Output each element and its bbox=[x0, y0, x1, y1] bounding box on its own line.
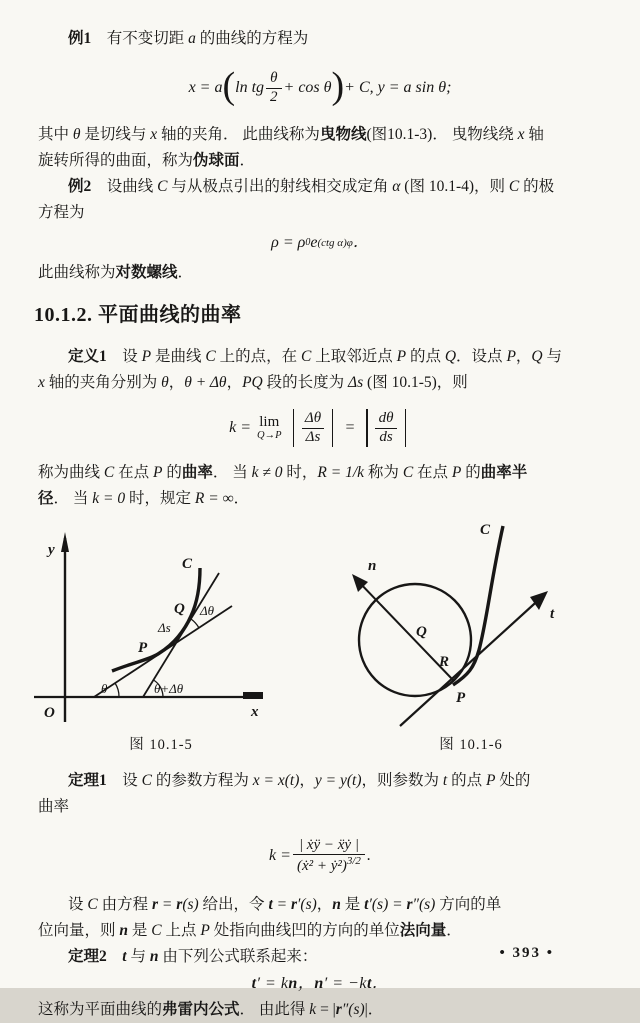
normal-label: n bbox=[368, 558, 377, 574]
y-axis-label: y bbox=[48, 542, 55, 558]
curve-c-label: C bbox=[182, 556, 193, 572]
eq3-frac2: $\frac{d\theta}{ds}$ bbox=[375, 410, 398, 446]
delta-s-label: Δs bbox=[158, 620, 171, 635]
para-curvature-2: 径． 当 k = 0 时，规定 R = ∞． bbox=[38, 490, 250, 507]
equation-log-spiral: ρ = ρ 0 e (ctg α)φ ． bbox=[271, 234, 369, 251]
para-theorem1-1: 定理1 设 C 的参数方程为 x = x(t)，y = y(t)，则参数为 t 的点 P 处的 bbox=[68, 772, 531, 789]
origin-label: O bbox=[44, 705, 55, 721]
center-q-label: Q bbox=[416, 624, 427, 640]
curve-c bbox=[112, 568, 200, 671]
eq3-bar bbox=[332, 409, 333, 447]
eq3-bar bbox=[405, 409, 406, 447]
figure-10-1-5-drawing bbox=[32, 518, 290, 730]
para-theorem2: 定理2 t 与 n 由下列公式联系起来： bbox=[68, 948, 318, 965]
para-definition1-1: 定义1 设 P 是曲线 C 上的点，在 C 上取邻近点 P 的点 Q．设点 P，Q 与 bbox=[68, 348, 563, 365]
tangent-arrow-icon bbox=[530, 591, 548, 610]
eq4-period: . bbox=[366, 847, 371, 864]
eq3-bar bbox=[293, 409, 294, 447]
figure-10-1-5-caption: 图 10.1-5 bbox=[129, 737, 193, 753]
section-heading: 10.1.2. 平面曲线的曲率 bbox=[34, 304, 242, 326]
eq1-lhs: x = a bbox=[188, 79, 223, 96]
point-p-label: P bbox=[456, 690, 466, 706]
para-example1-intro: 例1 有不变切距 a 的曲线的方程为 bbox=[68, 30, 309, 47]
eq1-fraction: $\frac{\theta}{2}$ bbox=[266, 70, 282, 106]
eq1-lntg: ln tg bbox=[235, 79, 265, 96]
radius-label: R bbox=[439, 654, 450, 670]
point-q-label: Q bbox=[174, 601, 185, 617]
theta-arc bbox=[115, 683, 119, 697]
para-definition1-2: x 轴的夹角分别为 θ，θ + Δθ，PQ 段的长度为 Δs (图 10.1-5)，则 bbox=[38, 374, 468, 391]
para-example2-2: 方程为 bbox=[38, 204, 85, 221]
theta-plus-dtheta-label: θ+Δθ bbox=[154, 681, 184, 696]
point-p-label: P bbox=[138, 640, 148, 656]
equation-frenet: t ′ = k n ， n ′ = −k t ． bbox=[251, 974, 389, 992]
tangent-label: t bbox=[550, 606, 555, 622]
eq4-fraction: $\frac{\text{| ẋÿ − ẍẏ |}}{(ẋ^2 + ẏ^2)^{3/2}}$ bbox=[293, 837, 365, 876]
tangent-line-t bbox=[400, 595, 544, 726]
equation-curvature-parametric bbox=[38, 826, 602, 886]
dtheta-arc bbox=[191, 619, 199, 628]
eq3-lim: lim Q→P bbox=[257, 413, 282, 442]
para-normal-vector-2: 位向量，则 n 是 C 上点 P 处指向曲线凹的方向的单位法向量． bbox=[38, 922, 462, 939]
equation-curvature-limit bbox=[38, 400, 602, 456]
eq3-equals: = bbox=[344, 419, 356, 436]
figure-10-1-6-drawing bbox=[340, 518, 602, 730]
para-tractrix-1: 其中 θ 是切线与 x 轴的夹角． 此曲线称为曳物线(图10.1-3)． 曳物线绕 x 轴 bbox=[38, 126, 544, 143]
eq4-k: k = bbox=[269, 847, 291, 864]
equation-tractrix bbox=[38, 62, 602, 114]
eq1-left-paren: ( bbox=[222, 65, 236, 107]
para-normal-vector-1: 设 C 由方程 r = r(s) 给出，令 t = r′(s)，n 是 t′(s) = r″(s) 方向的单 bbox=[68, 896, 502, 913]
page-number: • 393 • bbox=[499, 945, 554, 961]
para-log-spiral: 此曲线称为对数螺线． bbox=[38, 264, 194, 281]
eq3-k: k = bbox=[229, 419, 251, 436]
x-axis-label: x bbox=[251, 704, 259, 720]
figures-row bbox=[32, 518, 602, 758]
eq3-bar bbox=[366, 409, 367, 447]
figure-10-1-6-caption: 图 10.1-6 bbox=[439, 737, 503, 753]
figure-10-1-5 bbox=[32, 518, 290, 758]
para-tractrix-2: 旋转所得的曲面，称为伪球面． bbox=[38, 152, 256, 169]
eq3-frac1: $\frac{\Delta\theta}{\Delta s}$ bbox=[301, 410, 325, 446]
para-frenet-conclusion: 这称为平面曲线的弗雷内公式． 由此得 k = |r″(s)|． bbox=[38, 1001, 384, 1018]
delta-theta-label: Δθ bbox=[200, 603, 215, 618]
theta-label: θ bbox=[101, 681, 108, 696]
para-example2-1: 例2 设曲线 C 与从极点引出的射线相交成定角 α (图 10.1-4)，则 C 的极 bbox=[68, 178, 555, 195]
figure-10-1-6 bbox=[340, 518, 602, 758]
y-axis-arrow-icon bbox=[61, 532, 69, 552]
para-curvature-1: 称为曲线 C 在点 P 的曲率． 当 k ≠ 0 时，R = 1/k 称为 C 在点 P 的曲率半 bbox=[38, 464, 528, 481]
eq1-right-paren: ) bbox=[331, 65, 345, 107]
eq1-rhs: + C, y = a sin θ; bbox=[344, 79, 452, 96]
curve-c-label: C bbox=[480, 522, 491, 538]
eq1-costheta: + cos θ bbox=[283, 79, 332, 96]
para-theorem1-2: 曲率 bbox=[38, 798, 70, 815]
